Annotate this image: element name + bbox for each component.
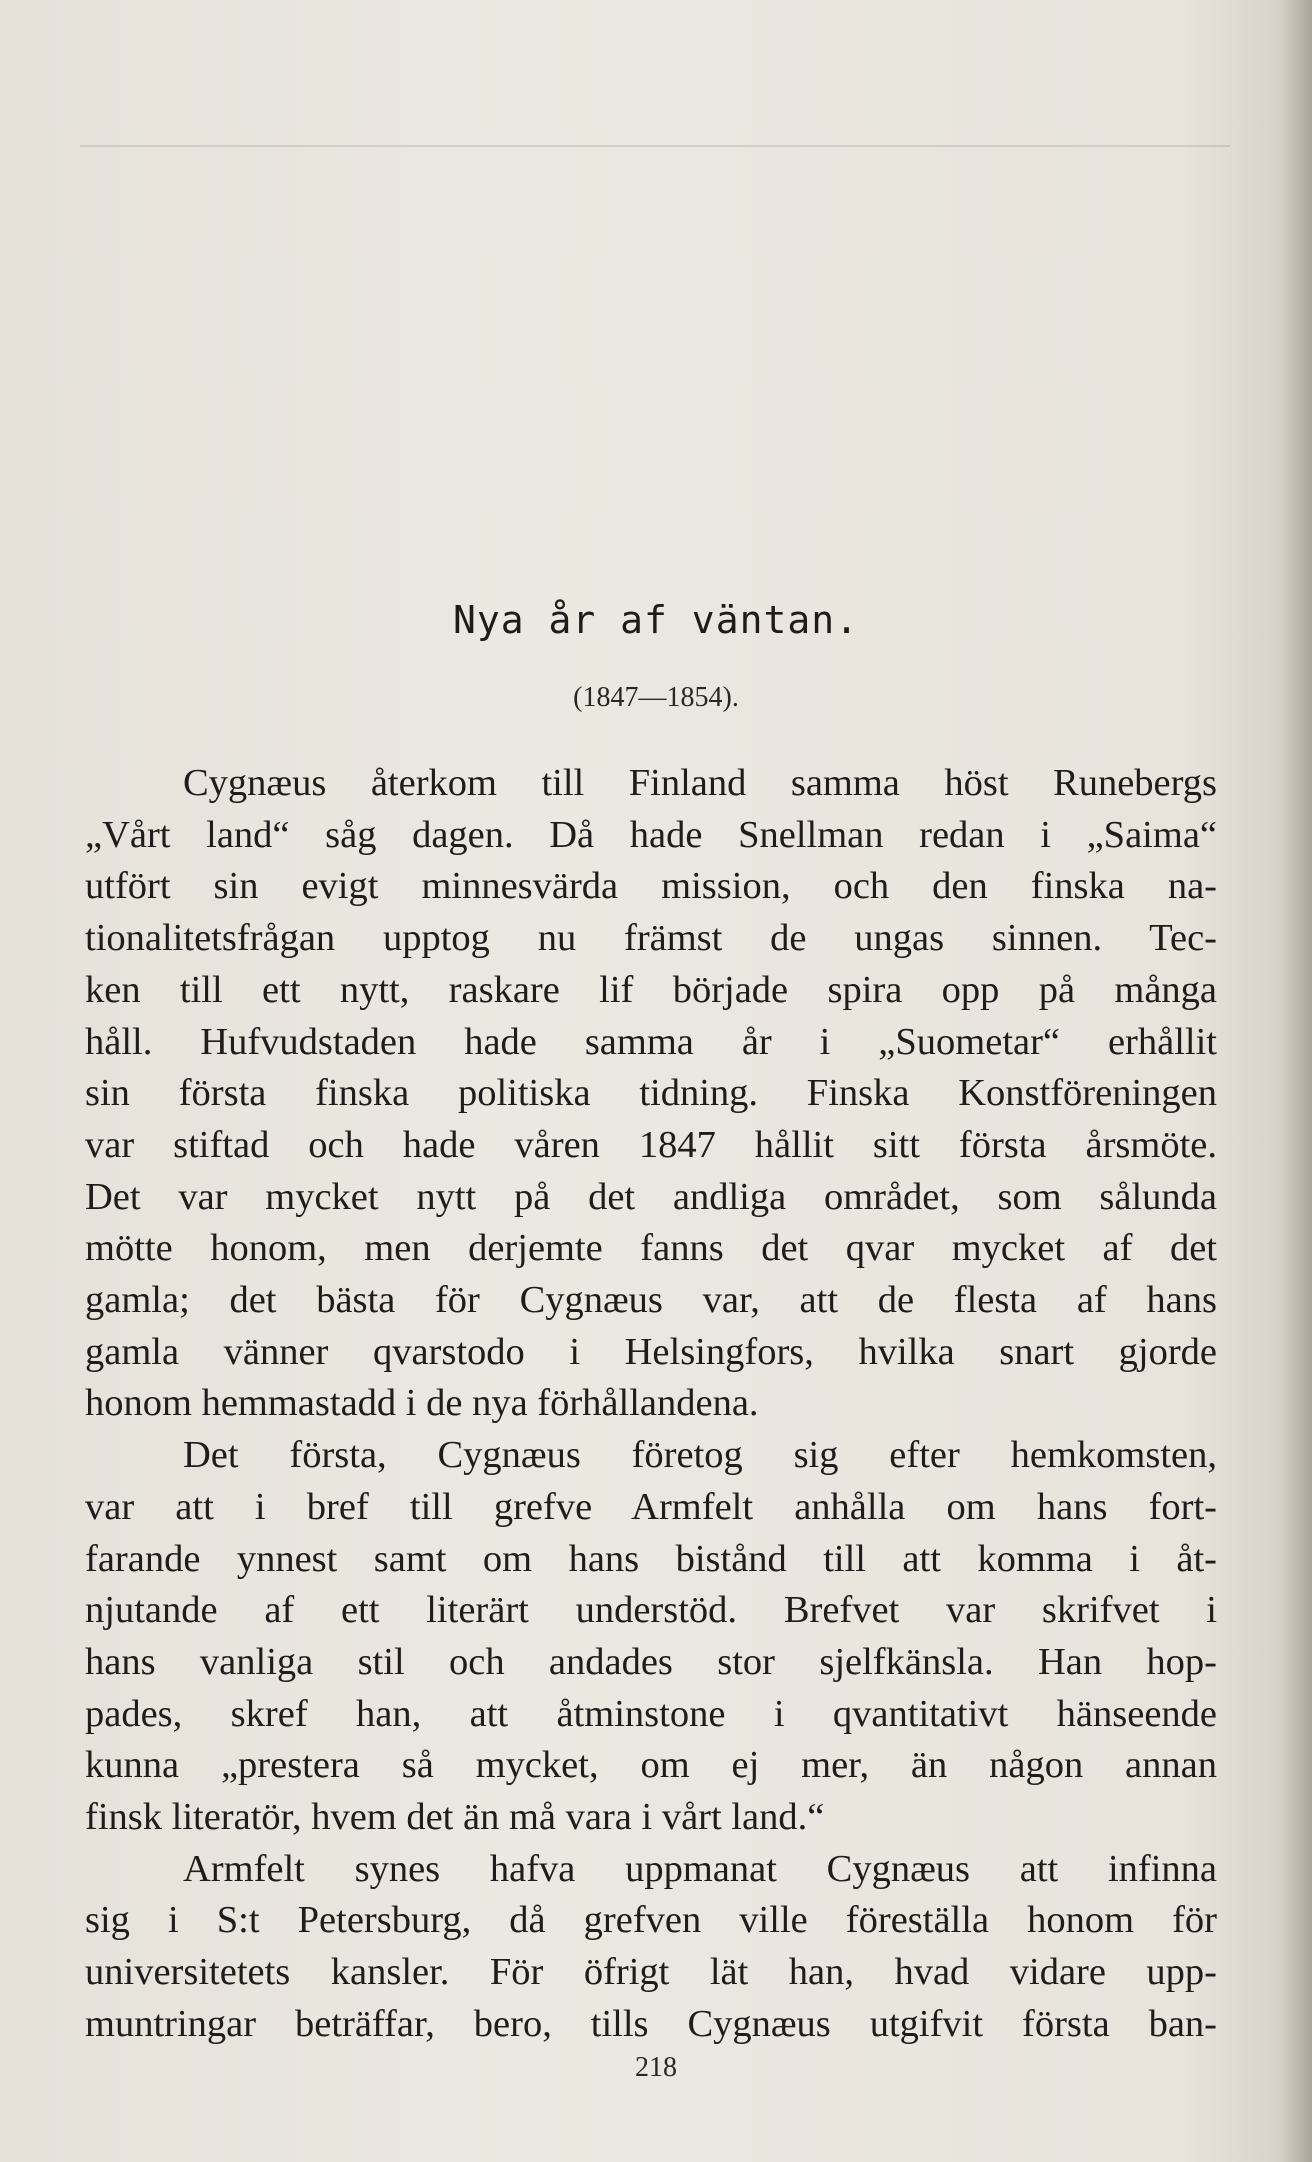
chapter-dates: (1847—1854). <box>573 682 739 713</box>
paragraph-3 <box>85 1844 1217 2051</box>
text-line: mötte honom, men derjemte fanns det qvar mycket af det <box>85 1227 1217 1270</box>
text-line: Cygnæus återkom till Finland samma höst Runebergs <box>183 762 1217 804</box>
text-line: hans vanliga stil och andades stor sjelfkänsla. Han hop- <box>85 1640 1217 1683</box>
text-line: Det första, Cygnæus företog sig efter hemkomsten, <box>183 1434 1217 1477</box>
text-line: var stiftad och hade våren 1847 hållit sitt första årsmöte. <box>85 1123 1217 1166</box>
paragraph-2 <box>85 1430 1217 1844</box>
text-line: Armfelt synes hafva uppmanat Cygnæus att infinna <box>183 1847 1217 1890</box>
text-line: ken till ett nytt, raskare lif började spira opp på många <box>85 968 1217 1011</box>
text-line: kunna „prestera så mycket, om ej mer, än någon annan <box>85 1744 1217 1787</box>
text-line: pades, skref han, att åtminstone i qvantitativt hänseende <box>85 1692 1217 1735</box>
body-text <box>85 758 1217 2051</box>
text-line: håll. Hufvudstaden hade samma år i „Suometar“ erhållit <box>85 1020 1217 1063</box>
text-line: njutande af ett literärt understöd. Brefvet var skrifvet i <box>85 1589 1217 1632</box>
text-line: tionalitetsfrågan upptog nu främst de ungas sinnen. Tec- <box>85 917 1217 960</box>
text-line: farande ynnest samt om hans bistånd till att komma i åt- <box>85 1537 1217 1580</box>
bleed-through-rule <box>80 145 1230 147</box>
text-line: universitetets kansler. För öfrigt lät han, hvad vidare upp- <box>85 1951 1217 1994</box>
text-line: utfört sin evigt minnesvärda mission, och den finska na- <box>85 865 1217 908</box>
text-line: finsk literatör, hvem det än må vara i vårt land.“ <box>85 1796 825 1839</box>
chapter-heading: Nya år af väntan. <box>453 598 859 642</box>
text-line: var att i bref till grefve Armfelt anhålla om hans fort- <box>85 1485 1217 1528</box>
text-line: „Vårt land“ såg dagen. Då hade Snellman redan i „Saima“ <box>85 813 1217 856</box>
text-line: honom hemmastadd i de nya förhållandena. <box>85 1382 759 1425</box>
text-line: muntringar beträffar, bero, tills Cygnæus utgifvit första ban- <box>85 2002 1217 2045</box>
text-line: gamla vänner qvarstodo i Helsingfors, hvilka snart gjorde <box>85 1330 1217 1373</box>
text-line: gamla; det bästa för Cygnæus var, att de flesta af hans <box>85 1279 1217 1322</box>
page-edge-shadow <box>1282 0 1312 2162</box>
paragraph-1 <box>85 758 1217 1430</box>
text-line: Det var mycket nytt på det andliga området, som sålunda <box>85 1175 1217 1218</box>
text-line: sig i S:t Petersburg, då grefven ville föreställa honom för <box>85 1899 1217 1942</box>
text-line: sin första finska politiska tidning. Finska Konstföreningen <box>85 1072 1217 1115</box>
page-number: 218 <box>635 2052 677 2083</box>
